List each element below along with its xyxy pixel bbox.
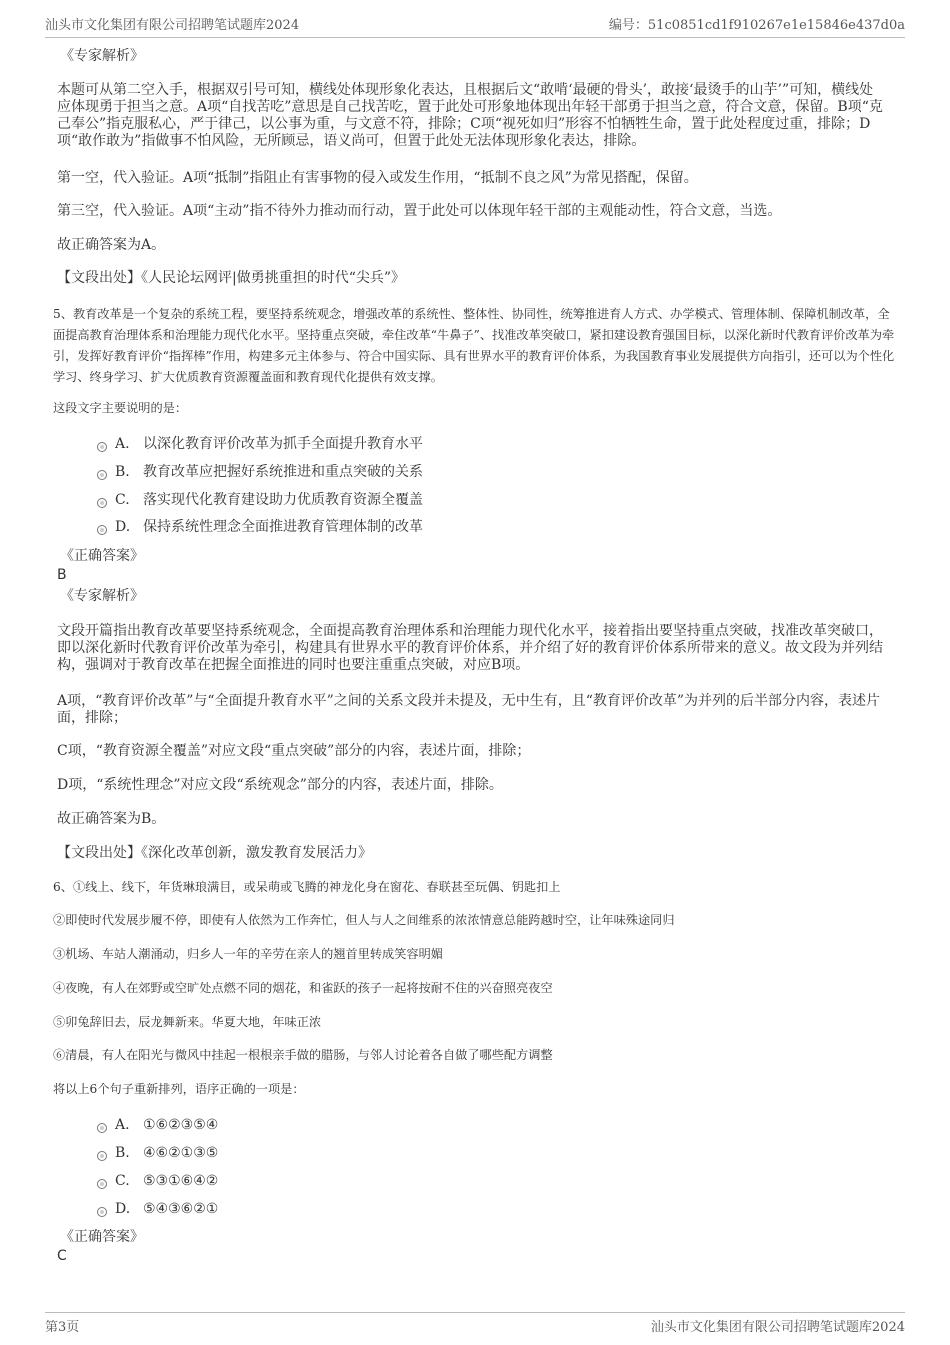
q5-analysis-para4: D项，“系统性理念”对应文段“系统观念”部分的内容，表述片面，排除。 xyxy=(57,777,503,793)
option-text: 落实现代化教育建设助力优质教育资源全覆盖 xyxy=(143,492,423,508)
radio-icon[interactable] xyxy=(97,1123,107,1133)
prev-analysis-para1: 本题可从第二空入手，根据双引号可知，横线处体现形象化表达，且根据后文“敢啃‘最硬的骨头’，敢接‘最烫手的山芋’”可知，横线处应体现勇于担当之意。A项“自找苦吃”意思是自己找苦吃，置于此处可形象地体现出年轻干部勇于担当之意，符合文意，保留。B项“克己奉公”指克服私心，严于律己，以公事为重，与文意不符，排除；C项“视死如归”形容不怕牺牲生命，置于此处程度过重，排除；D项“敢作敢为”指做事不怕风险，无所顾忌，语义尚可，但置于此处无法体现形象化表达，排除。 xyxy=(57,82,883,149)
footer-page-number: 第3页 xyxy=(45,1320,80,1335)
q5-analysis-para3: C项，“教育资源全覆盖”对应文段“重点突破”部分的内容，表述片面，排除； xyxy=(57,743,531,759)
q5-source: 【文段出处】《深化改革创新，激发教育发展活力》 xyxy=(57,845,372,861)
option-text: 教育改革应把握好系统推进和重点突破的关系 xyxy=(143,464,423,480)
option-letter: B. xyxy=(115,464,130,480)
option-letter: D. xyxy=(115,1201,131,1217)
radio-icon[interactable] xyxy=(97,442,107,452)
q5-option-b[interactable] xyxy=(97,463,423,481)
prev-analysis-para2: 第一空，代入验证。A项“抵制”指阻止有害事物的侵入或发生作用，“抵制不良之风”为常见搭配，保留。 xyxy=(57,170,698,186)
q6-question: 将以上6个句子重新排列，语序正确的一项是： xyxy=(53,1082,305,1096)
header-doc-id: 编号：51c0851cd1f910267e1e15846e437d0a xyxy=(608,18,905,33)
radio-icon[interactable] xyxy=(97,525,107,535)
q5-analysis-label: 《专家解析》 xyxy=(60,588,144,604)
radio-icon[interactable] xyxy=(97,1207,107,1217)
q6-sentence-2: ②即使时代发展步履不停，即使有人依然为工作奔忙，但人与人之间维系的浓浓情意总能跨越时空，让年味殊途同归 xyxy=(53,913,675,927)
q5-analysis-para2: A项，“教育评价改革”与“全面提升教育水平”之间的关系文段并未提及，无中生有，且“教育评价改革”为并列的后半部分内容，表述片面，排除； xyxy=(57,693,881,726)
page-footer xyxy=(45,1312,905,1335)
option-text: ⑤④③⑥②① xyxy=(143,1201,219,1217)
option-letter: D. xyxy=(115,519,131,535)
q6-sentence-6: ⑥清晨，有人在阳光与微风中挂起一根根亲手做的腊肠，与邻人讨论着各自做了哪些配方调整 xyxy=(53,1048,553,1062)
header-title: 汕头市文化集团有限公司招聘笔试题库2024 xyxy=(45,18,300,33)
radio-icon[interactable] xyxy=(97,1179,107,1189)
option-text: ⑤③①⑥④② xyxy=(143,1173,219,1189)
q6-sentence-1: 6、①线上、线下，年货琳琅满目，或呆萌或飞腾的神龙化身在窗花、春联甚至玩偶、钥匙扣上 xyxy=(53,880,561,894)
q6-answer-label: 《正确答案》 xyxy=(60,1229,144,1245)
q6-answer: C xyxy=(57,1248,67,1264)
prev-conclusion: 故正确答案为A。 xyxy=(57,237,166,253)
q6-option-a[interactable] xyxy=(97,1116,218,1134)
q5-answer: B xyxy=(57,567,67,583)
option-letter: A. xyxy=(115,1117,130,1133)
q6-sentence-4: ④夜晚，有人在郊野或空旷处点燃不同的烟花，和雀跃的孩子一起将按耐不住的兴奋照亮夜空 xyxy=(53,981,553,995)
option-text: ④⑥②①③⑤ xyxy=(143,1145,219,1161)
q6-option-d[interactable] xyxy=(97,1200,218,1218)
footer-title: 汕头市文化集团有限公司招聘笔试题库2024 xyxy=(650,1320,905,1335)
q5-option-a[interactable] xyxy=(97,435,423,453)
q5-analysis-para1: 文段开篇指出教育改革要坚持系统观念，全面提高教育治理体系和治理能力现代化水平，接着指出要坚持重点突破，找准改革突破口，即以深化新时代教育评价改革为牵引，构建具有世界水平的教育评价体系，并介绍了好的教育评价体系所带来的意义。故文段为并列结构，强调对于教育改革在把握全面推进的同时也要注重重点突破，对应B项。 xyxy=(57,623,883,673)
option-text: ①⑥②③⑤④ xyxy=(143,1117,219,1133)
radio-icon[interactable] xyxy=(97,470,107,480)
option-letter: C. xyxy=(115,1173,130,1189)
prev-analysis-para3: 第三空，代入验证。A项“主动”指不待外力推动而行动，置于此处可以体现年轻干部的主观能动性，符合文意，当选。 xyxy=(57,203,782,219)
q5-answer-label: 《正确答案》 xyxy=(60,548,144,564)
q5-conclusion: 故正确答案为B。 xyxy=(57,811,166,827)
q5-option-d[interactable] xyxy=(97,518,423,536)
q6-sentence-3: ③机场、车站人潮涌动，归乡人一年的辛劳在亲人的翘首里转成笑容明媚 xyxy=(53,947,443,961)
prev-source: 【文段出处】《人民论坛网评|做勇挑重担的时代“尖兵”》 xyxy=(57,270,406,286)
option-letter: A. xyxy=(115,436,130,452)
radio-icon[interactable] xyxy=(97,1151,107,1161)
option-text: 保持系统性理念全面推进教育管理体制的改革 xyxy=(143,519,423,535)
page-header xyxy=(45,14,905,38)
q5-option-c[interactable] xyxy=(97,491,423,509)
option-letter: B. xyxy=(115,1145,130,1161)
option-letter: C. xyxy=(115,492,130,508)
q5-stem: 5、教育改革是一个复杂的系统工程，要坚持系统观念，增强改革的系统性、整体性、协同性，统筹推进育人方式、办学模式、管理体制、保障机制改革，全面提高教育治理体系和治理能力现代化水平。坚持重点突破，牵住改革“牛鼻子”、找准改革突破口，紧扣建设教育强国目标，以深化新时代教育评价改革为牵引，发挥好教育评价“指挥棒”作用，构建多元主体参与、符合中国实际、具有世界水平的教育评价体系，为我国教育事业发展提供方向指引，还可以为个性化学习、终身学习、扩大优质教育资源覆盖面和教育现代化提供有效支撑。 xyxy=(53,307,895,384)
q6-option-b[interactable] xyxy=(97,1144,218,1162)
option-text: 以深化教育评价改革为抓手全面提升教育水平 xyxy=(143,436,423,452)
q6-sentence-5: ⑤卯兔辞旧去，辰龙舞新来。华夏大地，年味正浓 xyxy=(53,1015,322,1029)
q6-option-c[interactable] xyxy=(97,1172,218,1190)
radio-icon[interactable] xyxy=(97,498,107,508)
q5-question: 这段文字主要说明的是： xyxy=(53,401,188,415)
prev-analysis-label: 《专家解析》 xyxy=(60,48,144,64)
